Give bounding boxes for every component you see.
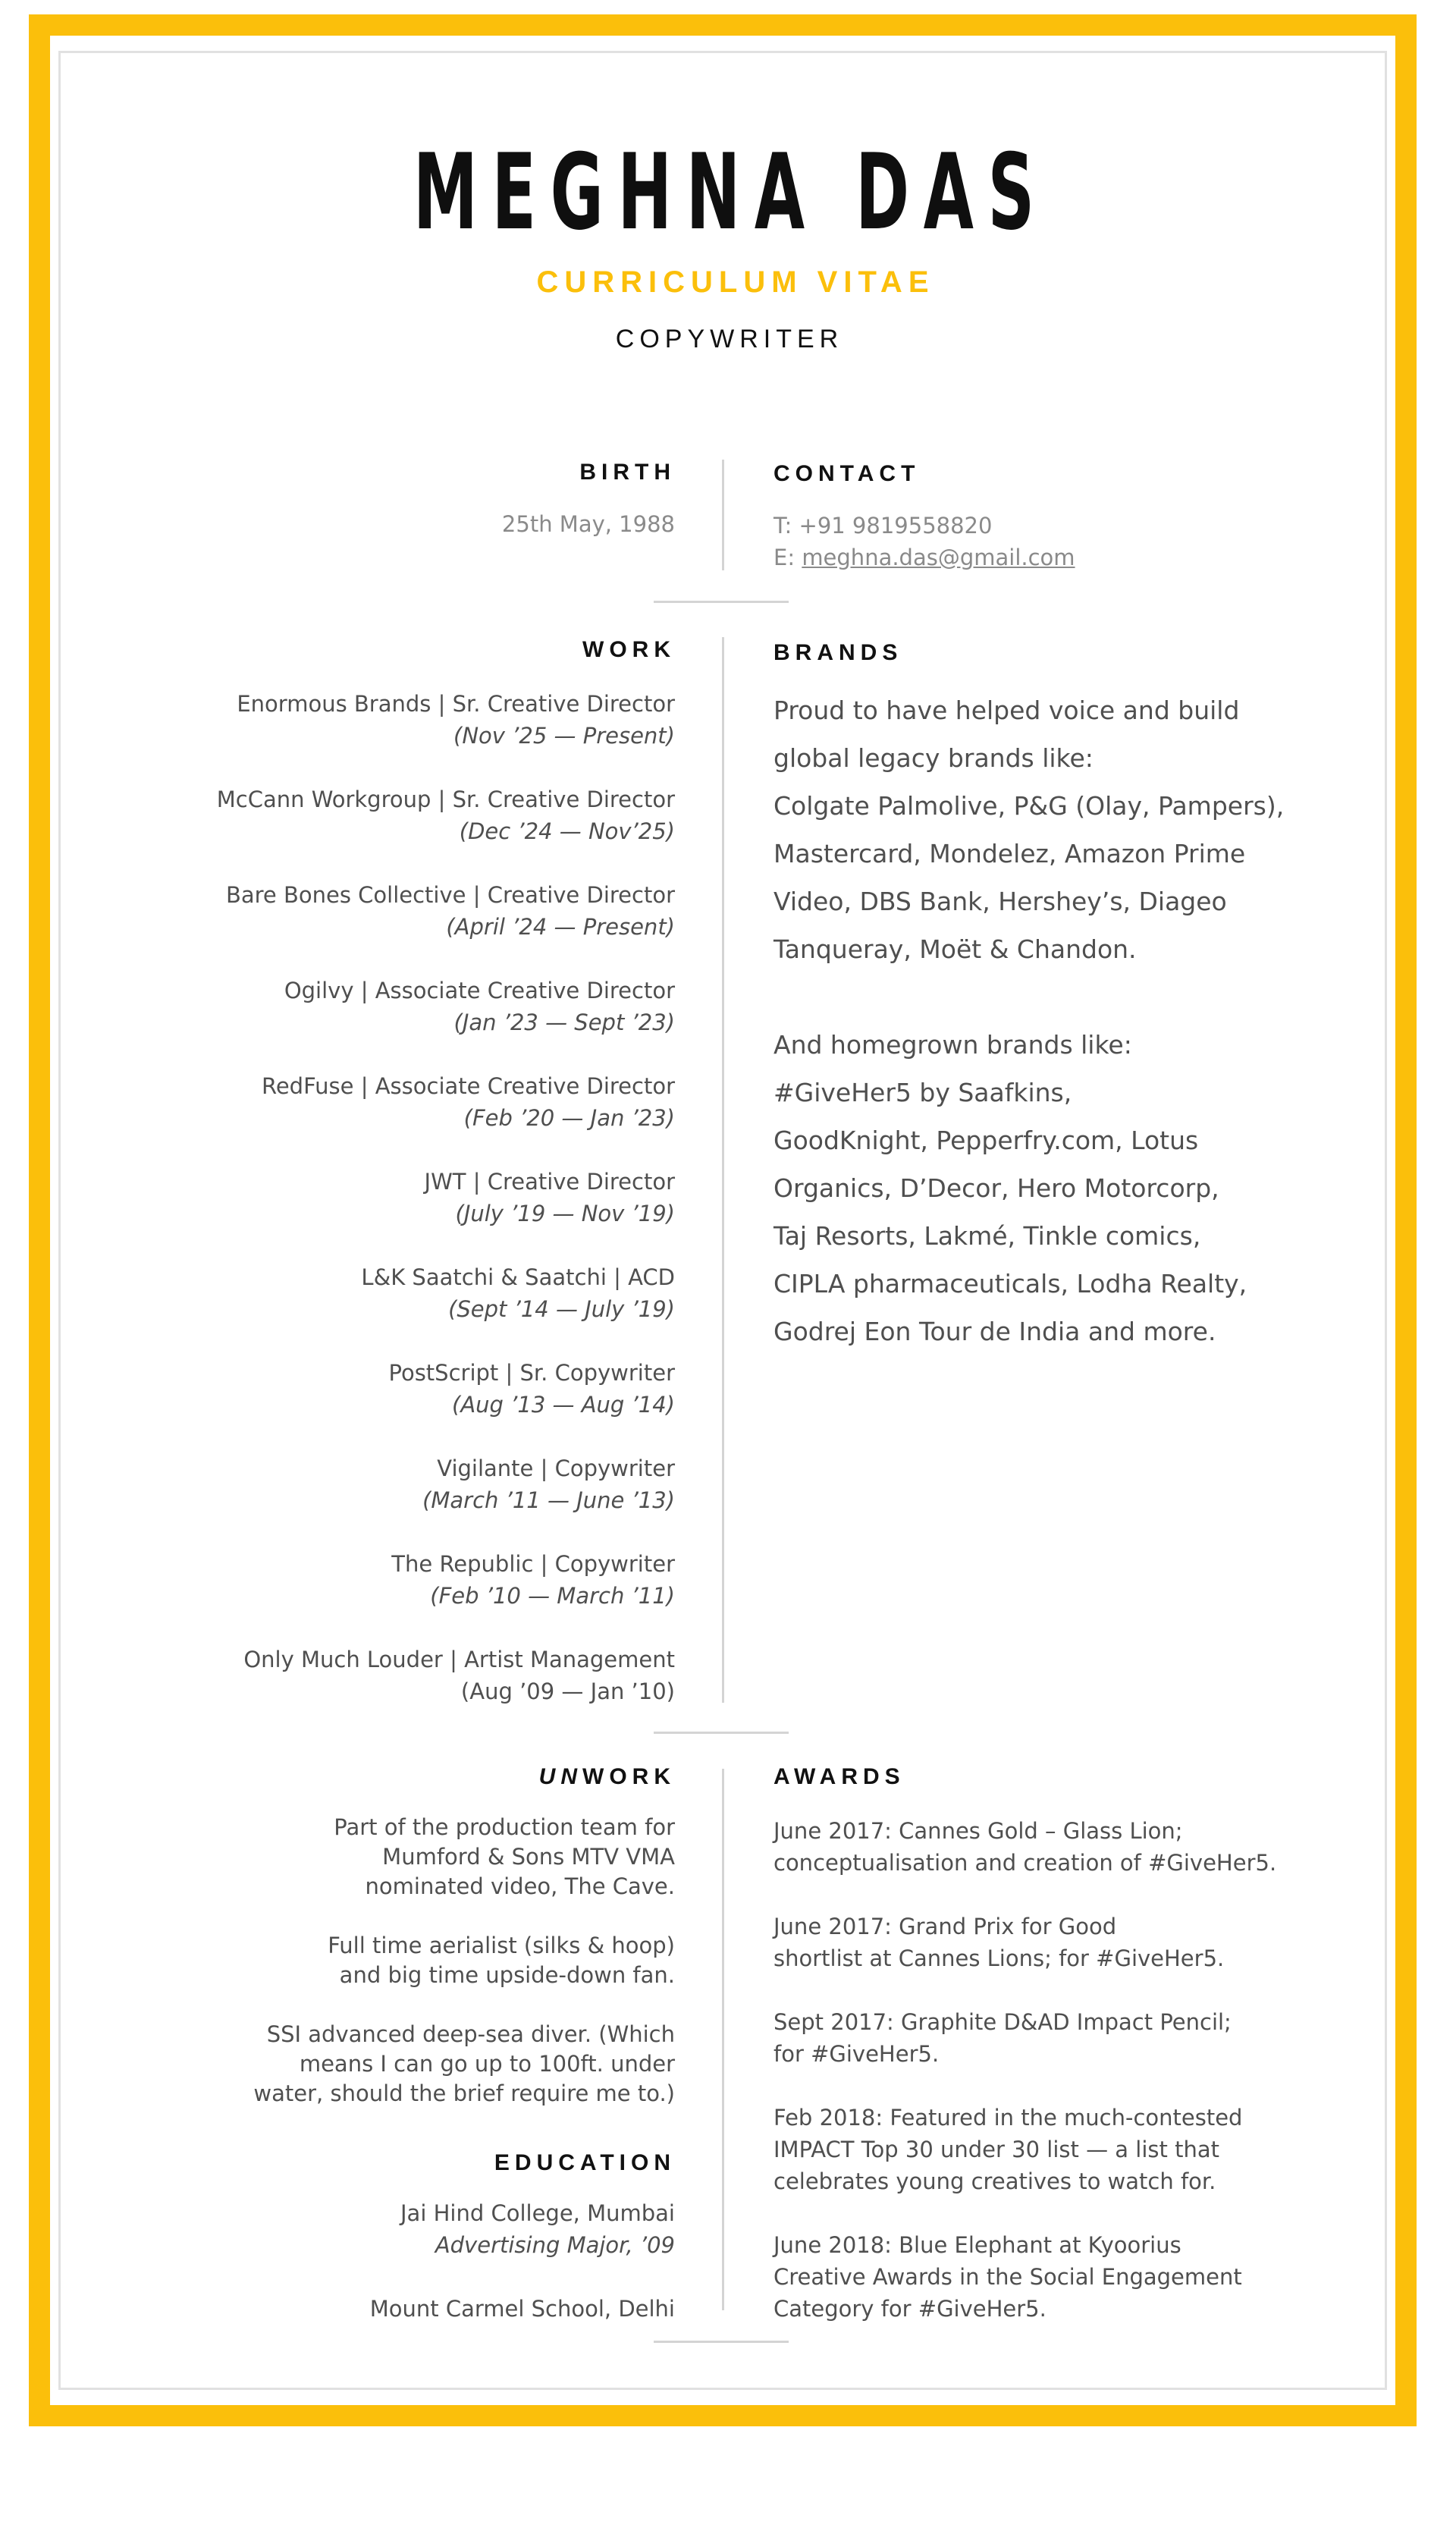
contact-section — [774, 510, 1350, 573]
award-item — [774, 2006, 1350, 2070]
work-item — [99, 1357, 675, 1421]
brands-line: Colgate Palmolive, P&G (Olay, Pampers), — [774, 791, 1285, 821]
work-item-title: Bare Bones Collective | Creative Director — [225, 882, 675, 908]
awards-heading: AWARDS — [774, 1764, 905, 1789]
work-item — [99, 1548, 675, 1612]
work-item-dates: (July ’19 — Nov ’19) — [455, 1201, 675, 1226]
work-item-dates: (Dec ’24 — Nov’25) — [459, 818, 675, 844]
unwork-line: nominated video, The Cave. — [365, 1873, 675, 1899]
award-line: IMPACT Top 30 under 30 list — a list that — [774, 2137, 1219, 2162]
education-school: Mount Carmel School, Delhi — [369, 2296, 675, 2322]
work-item-title: Vigilante | Copywriter — [437, 1455, 675, 1481]
divider-unwork-awards — [722, 1769, 724, 2310]
work-item — [99, 1166, 675, 1229]
work-item — [99, 1261, 675, 1325]
education-detail: Advertising Major, ’09 — [435, 2232, 675, 2258]
divider-work-brands — [722, 637, 724, 1703]
work-item-title: JWT | Creative Director — [424, 1169, 675, 1195]
unwork-item — [99, 2020, 675, 2109]
education-spacer — [99, 2261, 675, 2293]
award-line: June 2017: Cannes Gold – Glass Lion; — [774, 1818, 1183, 1844]
work-item-title: RedFuse | Associate Creative Director — [261, 1073, 675, 1099]
work-item — [99, 975, 675, 1038]
work-list — [99, 688, 675, 1739]
awards-section — [774, 1815, 1350, 2325]
work-item-title: PostScript | Sr. Copywriter — [388, 1360, 675, 1386]
work-item-dates: (March ’11 — June ’13) — [422, 1487, 675, 1513]
unwork-line: Full time aerialist (silks & hoop) — [328, 1933, 675, 1958]
brands-line: Video, DBS Bank, Hershey’s, Diageo — [774, 887, 1227, 916]
award-item — [774, 2102, 1350, 2197]
work-item — [99, 1452, 675, 1516]
brands-line: Organics, D’Decor, Hero Motorcorp, — [774, 1173, 1219, 1203]
unwork-line: SSI advanced deep-sea diver. (Which — [266, 2021, 675, 2047]
job-role: COPYWRITER — [615, 325, 844, 353]
unwork-heading-rest: WORK — [582, 1764, 676, 1789]
brands-line: And homegrown brands like: — [774, 1030, 1132, 1060]
work-item-title: Ogilvy | Associate Creative Director — [284, 978, 675, 1003]
work-item — [99, 879, 675, 943]
unwork-line: means I can go up to 100ft. under — [299, 2051, 675, 2077]
work-item-dates: (Jan ’23 — Sept ’23) — [453, 1010, 675, 1035]
unwork-heading-italic: UN — [538, 1764, 583, 1789]
award-line: Feb 2018: Featured in the much-contested — [774, 2105, 1243, 2131]
award-line: Category for #GiveHer5. — [774, 2296, 1046, 2322]
work-item — [99, 1070, 675, 1134]
unwork-line: and big time upside-down fan. — [339, 1962, 675, 1988]
contact-email-prefix: E: — [774, 545, 802, 570]
unwork-item — [99, 1813, 675, 1901]
work-item-dates: (Sept ’14 — July ’19) — [448, 1296, 675, 1322]
brands-line: GoodKnight, Pepperfry.com, Lotus — [774, 1126, 1199, 1155]
award-line: for #GiveHer5. — [774, 2041, 940, 2067]
unwork-line: Part of the production team for — [334, 1814, 675, 1840]
work-item-dates: (Aug ’13 — Aug ’14) — [452, 1392, 675, 1418]
work-item-dates: (April ’24 — Present) — [446, 914, 675, 940]
work-heading: WORK — [582, 637, 676, 662]
brands-line: global legacy brands like: — [774, 743, 1094, 773]
brands-line: Taj Resorts, Lakmé, Tinkle comics, — [774, 1221, 1201, 1251]
work-item-dates: (Nov ’25 — Present) — [453, 723, 675, 749]
brands-line: CIPLA pharmaceuticals, Lodha Realty, — [774, 1269, 1247, 1298]
work-item-title: Enormous Brands | Sr. Creative Director — [237, 691, 675, 717]
work-item — [99, 783, 675, 847]
brands-section — [774, 686, 1365, 1355]
birth-heading: BIRTH — [579, 460, 676, 485]
birth-section — [99, 508, 675, 540]
award-line: conceptualisation and creation of #GiveHer5. — [774, 1850, 1277, 1876]
unwork-section — [99, 1813, 675, 2109]
contact-heading: CONTACT — [774, 461, 921, 486]
unwork-heading — [539, 1766, 676, 1788]
contact-email-link[interactable]: meghna.das@gmail.com — [802, 545, 1075, 570]
contact-email-line — [774, 542, 1350, 573]
brands-spacer — [774, 973, 1365, 1021]
unwork-line: Mumford & Sons MTV VMA — [382, 1844, 675, 1870]
award-line: shortlist at Cannes Lions; for #GiveHer5. — [774, 1945, 1225, 1971]
birth-date: 25th May, 1988 — [501, 511, 675, 537]
work-item-title: Only Much Louder | Artist Management — [243, 1647, 675, 1672]
document-subtitle: CURRICULUM VITAE — [536, 265, 935, 299]
work-item-dates: (Feb ’10 — March ’11) — [430, 1583, 675, 1609]
unwork-item — [99, 1931, 675, 1990]
brands-line: Mastercard, Mondelez, Amazon Prime — [774, 839, 1246, 868]
work-item-dates: (Feb ’20 — Jan ’23) — [463, 1105, 675, 1131]
education-heading: EDUCATION — [494, 2150, 676, 2175]
contact-phone: T: +91 9819558820 — [774, 513, 993, 539]
unwork-line: water, should the brief require me to.) — [253, 2080, 675, 2106]
award-line: Sept 2017: Graphite D&AD Impact Pencil; — [774, 2009, 1232, 2035]
work-item-dates: (Aug ’09 — Jan ’10) — [460, 1678, 675, 1704]
award-line: June 2017: Grand Prix for Good — [774, 1914, 1117, 1939]
brands-line: Godrej Eon Tour de India and more. — [774, 1317, 1216, 1346]
award-item — [774, 2229, 1350, 2325]
award-line: celebrates young creatives to watch for. — [774, 2168, 1216, 2194]
education-school: Jai Hind College, Mumbai — [400, 2200, 675, 2226]
award-item — [774, 1815, 1350, 1879]
education-section — [99, 2197, 675, 2325]
brands-line: Tanqueray, Moët & Chandon. — [774, 934, 1137, 964]
brands-line: Proud to have helped voice and build — [774, 696, 1240, 725]
award-line: June 2018: Blue Elephant at Kyoorius — [774, 2232, 1181, 2258]
work-item — [99, 1644, 675, 1707]
candidate-name: MEGHNA DAS — [413, 131, 1049, 253]
work-item-title: The Republic | Copywriter — [391, 1551, 675, 1577]
divider-horizontal-3 — [654, 2341, 789, 2343]
work-item-title: L&K Saatchi & Saatchi | ACD — [361, 1264, 675, 1290]
work-item — [99, 688, 675, 752]
brands-line: #GiveHer5 by Saafkins, — [774, 1078, 1072, 1107]
divider-horizontal-1 — [654, 601, 789, 603]
work-item-title: McCann Workgroup | Sr. Creative Director — [216, 787, 675, 812]
award-line: Creative Awards in the Social Engagement — [774, 2264, 1242, 2290]
divider-birth-contact — [722, 460, 724, 570]
award-item — [774, 1911, 1350, 1974]
brands-heading: BRANDS — [774, 640, 903, 665]
